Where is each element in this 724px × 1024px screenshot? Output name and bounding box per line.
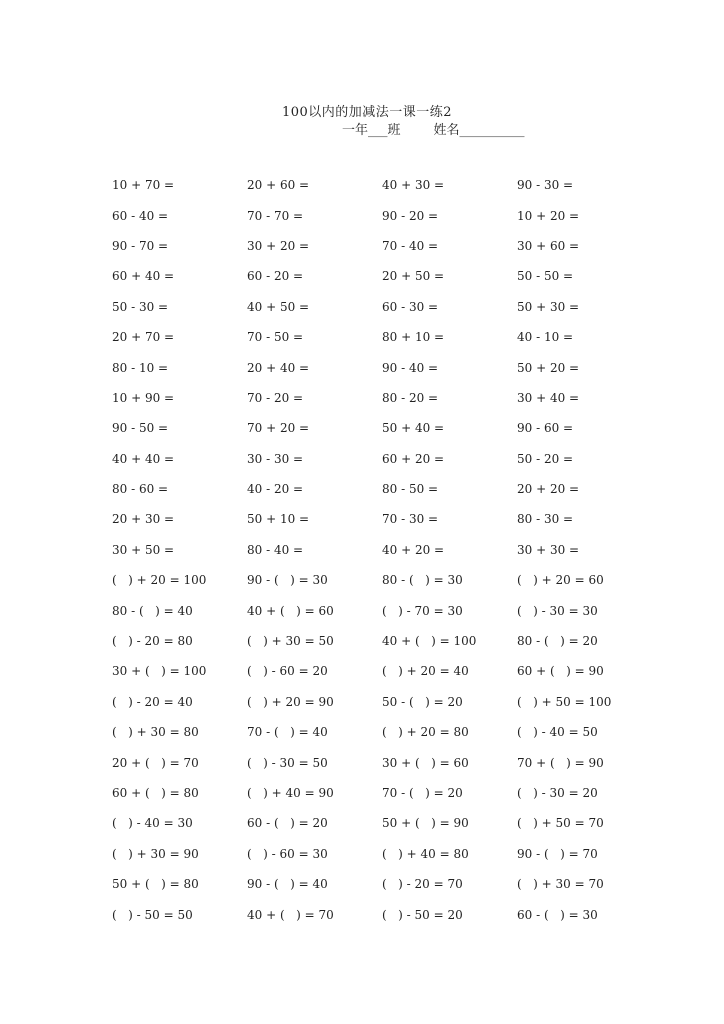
- math-problem: ( ) + 30 = 70: [517, 877, 604, 892]
- problem-row: [112, 869, 672, 899]
- math-problem: 70 - 40 =: [382, 238, 439, 253]
- math-problem: ( ) - 50 = 50: [112, 907, 193, 922]
- math-problem: ( ) - 20 = 40: [112, 694, 193, 709]
- math-problem: 70 - ( ) = 40: [247, 725, 328, 740]
- problem-row: [112, 352, 672, 382]
- math-problem: 20 + 50 =: [382, 269, 445, 284]
- math-problem: 40 + 20 =: [382, 542, 445, 557]
- math-problem: 50 - ( ) = 20: [382, 694, 463, 709]
- math-problem: ( ) + 20 = 90: [247, 694, 334, 709]
- problem-row: [112, 778, 672, 808]
- math-problem: 60 - 40 =: [112, 208, 169, 223]
- math-problem: ( ) + 40 = 90: [247, 786, 334, 800]
- math-problem: 60 - ( ) = 20: [247, 816, 328, 831]
- math-problem: ( ) - 20 = 80: [112, 634, 193, 649]
- math-problem: 90 - ( ) = 30: [247, 573, 328, 588]
- math-problem: ( ) + 20 = 40: [382, 664, 469, 679]
- math-problem: ( ) - 40 = 30: [112, 816, 193, 831]
- math-problem: ( ) + 50 = 70: [517, 816, 604, 831]
- math-problem: 70 + 20 =: [247, 421, 310, 436]
- problem-row: [112, 808, 672, 838]
- math-problem: 80 - 20 =: [382, 390, 439, 405]
- class-name-line: 一年___班 姓名__________: [342, 123, 525, 138]
- math-problem: 70 - 30 =: [382, 512, 439, 527]
- math-problem: 40 + ( ) = 60: [247, 603, 334, 618]
- math-problem: 50 - 50 =: [517, 269, 574, 284]
- math-problem: 90 - 70 =: [112, 238, 169, 253]
- math-problem: 70 + ( ) = 90: [517, 755, 604, 770]
- math-problem: 10 + 70 =: [112, 178, 175, 193]
- math-problem: ( ) - 60 = 20: [247, 664, 328, 679]
- worksheet-title: 100以内的加减法一课一练2: [281, 105, 453, 120]
- math-problem: 60 - ( ) = 30: [517, 907, 598, 922]
- math-problem: 80 + 10 =: [382, 330, 445, 345]
- math-problem: 70 - 70 =: [247, 208, 304, 223]
- math-problem: ( ) - 30 = 30: [517, 603, 598, 618]
- math-problem: ( ) - 40 = 50: [517, 725, 598, 740]
- math-problem: ( ) - 50 = 20: [382, 907, 463, 922]
- math-problem: 50 - 30 =: [112, 299, 169, 314]
- math-problem: 40 + 50 =: [247, 299, 310, 314]
- math-problem: 30 + ( ) = 60: [382, 755, 469, 770]
- problem-row: [112, 626, 672, 656]
- math-problem: 50 + 30 =: [517, 299, 580, 314]
- problem-row: [112, 595, 672, 625]
- math-problem: 40 - 20 =: [247, 482, 304, 497]
- math-problem: 80 - 60 =: [112, 482, 169, 497]
- problem-row: [112, 170, 672, 200]
- math-problem: 90 - ( ) = 70: [517, 846, 598, 861]
- math-problem: 20 + 70 =: [112, 330, 175, 345]
- math-problem: 50 + ( ) = 80: [112, 877, 199, 892]
- math-problem: 60 + 40 =: [112, 269, 175, 284]
- problem-grid: [112, 170, 672, 930]
- math-problem: 30 + 20 =: [247, 238, 310, 253]
- math-problem: 60 - 30 =: [382, 299, 439, 314]
- problem-row: [112, 444, 672, 474]
- problem-row: [112, 535, 672, 565]
- math-problem: 80 - ( ) = 30: [382, 573, 463, 588]
- math-problem: 70 - 50 =: [247, 330, 304, 345]
- math-problem: ( ) + 30 = 90: [112, 846, 199, 861]
- math-problem: ( ) + 20 = 80: [382, 725, 469, 740]
- problem-row: [112, 322, 672, 352]
- math-problem: 60 + 20 =: [382, 451, 445, 466]
- math-problem: 90 - 20 =: [382, 208, 439, 223]
- math-problem: 90 - 60 =: [517, 421, 574, 436]
- math-problem: 60 + ( ) = 80: [112, 786, 199, 800]
- math-problem: ( ) + 30 = 50: [247, 634, 334, 649]
- math-problem: 60 - 20 =: [247, 269, 304, 284]
- math-problem: 50 + 10 =: [247, 512, 310, 527]
- math-problem: 50 + 20 =: [517, 360, 580, 375]
- math-problem: 90 - 40 =: [382, 360, 439, 375]
- problem-row: [112, 839, 672, 869]
- math-problem: 40 - 10 =: [517, 330, 574, 345]
- math-problem: 80 - 10 =: [112, 360, 169, 375]
- problem-row: [112, 200, 672, 230]
- problem-row: [112, 261, 672, 291]
- problem-row: [112, 383, 672, 413]
- math-problem: 20 + ( ) = 70: [112, 755, 199, 770]
- math-problem: 40 + ( ) = 100: [382, 634, 477, 649]
- math-problem: 80 - 50 =: [382, 482, 439, 497]
- math-problem: ( ) + 50 = 100: [517, 694, 612, 709]
- math-problem: 10 + 90 =: [112, 390, 175, 405]
- problem-row: [112, 292, 672, 322]
- math-problem: ( ) + 30 = 80: [112, 725, 199, 740]
- problem-row: [112, 656, 672, 686]
- math-problem: 30 + 60 =: [517, 238, 580, 253]
- math-problem: 20 + 30 =: [112, 512, 175, 527]
- math-problem: 70 - ( ) = 20: [382, 786, 463, 800]
- math-problem: 20 + 40 =: [247, 360, 310, 375]
- math-problem: 20 + 60 =: [247, 178, 310, 193]
- math-problem: 20 + 20 =: [517, 482, 580, 497]
- problem-row: [112, 413, 672, 443]
- math-problem: 50 + 40 =: [382, 421, 445, 436]
- problem-row: [112, 504, 672, 534]
- problem-row: [112, 687, 672, 717]
- problem-row: [112, 899, 672, 929]
- math-problem: 30 - 30 =: [247, 451, 304, 466]
- problem-row: [112, 565, 672, 595]
- math-problem: 30 + 40 =: [517, 390, 580, 405]
- math-problem: 80 - 40 =: [247, 542, 304, 557]
- math-problem: ( ) - 60 = 30: [247, 846, 328, 861]
- math-problem: ( ) - 30 = 50: [247, 755, 328, 770]
- problem-row: [112, 747, 672, 777]
- math-problem: 80 - ( ) = 20: [517, 634, 598, 649]
- math-problem: 10 + 20 =: [517, 208, 580, 223]
- problem-row: [112, 717, 672, 747]
- math-problem: ( ) + 20 = 100: [112, 573, 207, 588]
- math-problem: 30 + ( ) = 100: [112, 664, 207, 679]
- math-problem: 50 - 20 =: [517, 451, 574, 466]
- math-problem: 40 + 30 =: [382, 178, 445, 193]
- math-problem: ( ) - 20 = 70: [382, 877, 463, 892]
- math-problem: 30 + 30 =: [517, 542, 580, 557]
- math-problem: 90 - 30 =: [517, 178, 574, 193]
- math-problem: 90 - 50 =: [112, 421, 169, 436]
- math-problem: 90 - ( ) = 40: [247, 877, 328, 892]
- math-problem: 50 + ( ) = 90: [382, 816, 469, 831]
- math-problem: ( ) + 40 = 80: [382, 846, 469, 861]
- math-problem: 30 + 50 =: [112, 542, 175, 557]
- math-problem: ( ) - 30 = 20: [517, 786, 598, 800]
- math-problem: 40 + 40 =: [112, 451, 175, 466]
- math-problem: ( ) + 20 = 60: [517, 573, 604, 588]
- math-problem: 70 - 20 =: [247, 390, 304, 405]
- math-problem: 80 - 30 =: [517, 512, 574, 527]
- math-problem: 60 + ( ) = 90: [517, 664, 604, 679]
- math-problem: 80 - ( ) = 40: [112, 603, 193, 618]
- math-problem: 40 + ( ) = 70: [247, 907, 334, 922]
- math-problem: ( ) - 70 = 30: [382, 603, 463, 618]
- problem-row: [112, 474, 672, 504]
- problem-row: [112, 231, 672, 261]
